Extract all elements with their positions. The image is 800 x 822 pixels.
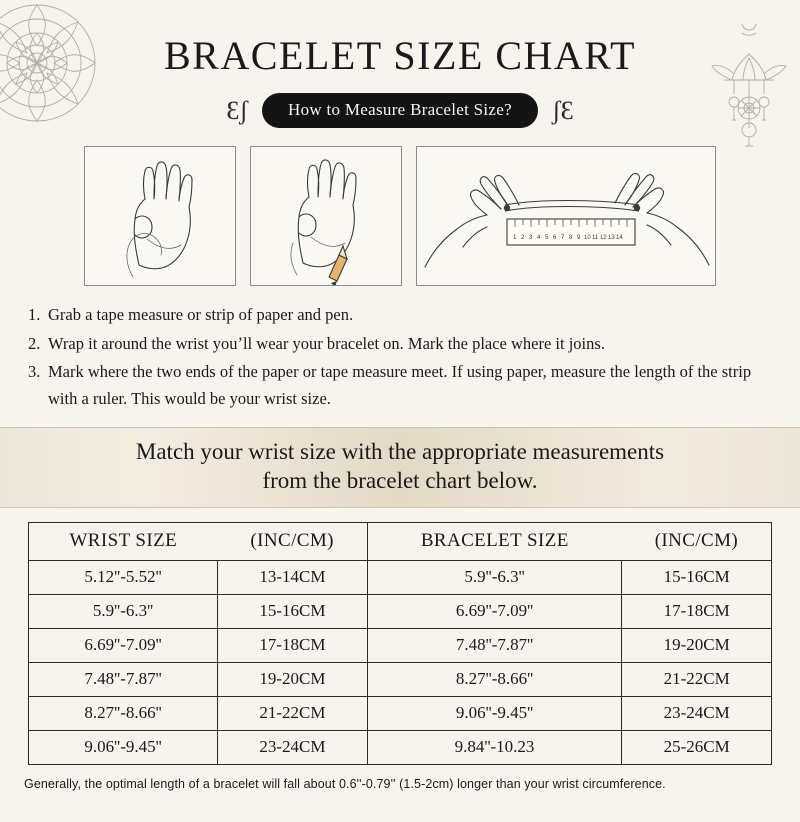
header-bracelet-unit: (INC/CM) xyxy=(622,523,772,561)
cell-bracelet-cm: 21-22CM xyxy=(622,663,772,697)
band-line-2: from the bracelet chart below. xyxy=(262,467,538,493)
illustration-hand-with-paper-strip-and-pen xyxy=(250,146,402,286)
bracelet-size-table xyxy=(28,522,772,765)
svg-text:3: 3 xyxy=(529,235,533,241)
subtitle-row xyxy=(0,93,800,128)
cell-wrist-cm: 17-18CM xyxy=(218,629,368,663)
list-item xyxy=(28,331,776,358)
page-title: BRACELET SIZE CHART xyxy=(163,33,637,78)
illustration-panels xyxy=(0,146,800,286)
svg-text:2: 2 xyxy=(521,235,525,241)
illustration-hand-with-tape-measure-start xyxy=(84,146,236,286)
svg-text:5: 5 xyxy=(545,235,549,241)
subtitle-badge: How to Measure Bracelet Size? xyxy=(262,93,538,128)
svg-text:6: 6 xyxy=(553,235,557,241)
svg-text:1: 1 xyxy=(513,235,517,241)
size-table-wrapper xyxy=(28,522,772,765)
cell-wrist-in: 8.27''-8.66'' xyxy=(29,697,218,731)
cell-bracelet-in: 6.69''-7.09'' xyxy=(367,595,622,629)
svg-text:7: 7 xyxy=(561,235,565,241)
cell-bracelet-cm: 17-18CM xyxy=(622,595,772,629)
flourish-left-icon: Ɛʃ xyxy=(226,95,249,125)
table-row xyxy=(29,595,772,629)
list-item xyxy=(28,302,776,329)
step-text: Grab a tape measure or strip of paper and pen. xyxy=(48,305,354,324)
cell-bracelet-in: 7.48''-7.87'' xyxy=(367,629,622,663)
table-row xyxy=(29,697,772,731)
svg-text:14: 14 xyxy=(616,235,623,241)
table-row xyxy=(29,731,772,765)
table-row xyxy=(29,663,772,697)
svg-text:11: 11 xyxy=(592,235,599,241)
cell-wrist-in: 9.06''-9.45'' xyxy=(29,731,218,765)
cell-wrist-cm: 19-20CM xyxy=(218,663,368,697)
cell-wrist-cm: 21-22CM xyxy=(218,697,368,731)
cell-bracelet-cm: 19-20CM xyxy=(622,629,772,663)
header-bracelet-size: BRACELET SIZE xyxy=(367,523,622,561)
cell-wrist-in: 7.48''-7.87'' xyxy=(29,663,218,697)
instruction-steps xyxy=(28,302,776,413)
cell-wrist-in: 5.12''-5.52'' xyxy=(29,561,218,595)
svg-text:10: 10 xyxy=(584,235,591,241)
cell-bracelet-in: 8.27''-8.66'' xyxy=(367,663,622,697)
step-number: 2. xyxy=(28,333,41,353)
cell-wrist-cm: 15-16CM xyxy=(218,595,368,629)
footnote-text: Generally, the optimal length of a bracelet will fall about 0.6''-0.79'' (1.5-2cm) longer than your wrist circumference. xyxy=(24,777,666,792)
cell-bracelet-cm: 15-16CM xyxy=(622,561,772,595)
cell-bracelet-in: 9.84''-10.23 xyxy=(367,731,622,765)
step-text: Wrap it around the wrist youʼll wear your bracelet on. Mark the place where it joins. xyxy=(48,333,605,353)
cell-bracelet-cm: 23-24CM xyxy=(622,697,772,731)
svg-text:13: 13 xyxy=(608,235,615,241)
band-line-1: Match your wrist size with the appropriate measurements xyxy=(135,438,665,464)
step-number: 3. xyxy=(28,362,41,382)
cell-bracelet-cm: 25-26CM xyxy=(622,731,772,765)
step-number: 1. xyxy=(28,305,41,324)
svg-text:4: 4 xyxy=(537,235,541,241)
cell-wrist-in: 5.9''-6.3'' xyxy=(29,595,218,629)
list-item xyxy=(28,359,776,412)
svg-text:8: 8 xyxy=(569,235,573,241)
header-wrist-size: WRIST SIZE xyxy=(29,523,218,561)
cell-wrist-cm: 23-24CM xyxy=(218,731,368,765)
match-size-band xyxy=(0,427,800,509)
table-row xyxy=(29,629,772,663)
flourish-right-icon: ʃƐ xyxy=(551,95,574,125)
svg-text:12: 12 xyxy=(600,235,607,241)
table-header-row xyxy=(29,523,772,561)
step-text: Mark where the two ends of the paper or tape measure meet. If using paper, measure the length of the strip with a ruler. This would be your wrist size. xyxy=(48,362,752,409)
cell-bracelet-in: 9.06''-9.45'' xyxy=(367,697,622,731)
cell-wrist-in: 6.69''-7.09'' xyxy=(29,629,218,663)
header-wrist-unit: (INC/CM) xyxy=(218,523,368,561)
cell-bracelet-in: 5.9''-6.3'' xyxy=(367,561,622,595)
svg-text:9: 9 xyxy=(577,235,581,241)
cell-wrist-cm: 13-14CM xyxy=(218,561,368,595)
table-row xyxy=(29,561,772,595)
illustration-measuring-strip-with-ruler xyxy=(416,146,716,286)
